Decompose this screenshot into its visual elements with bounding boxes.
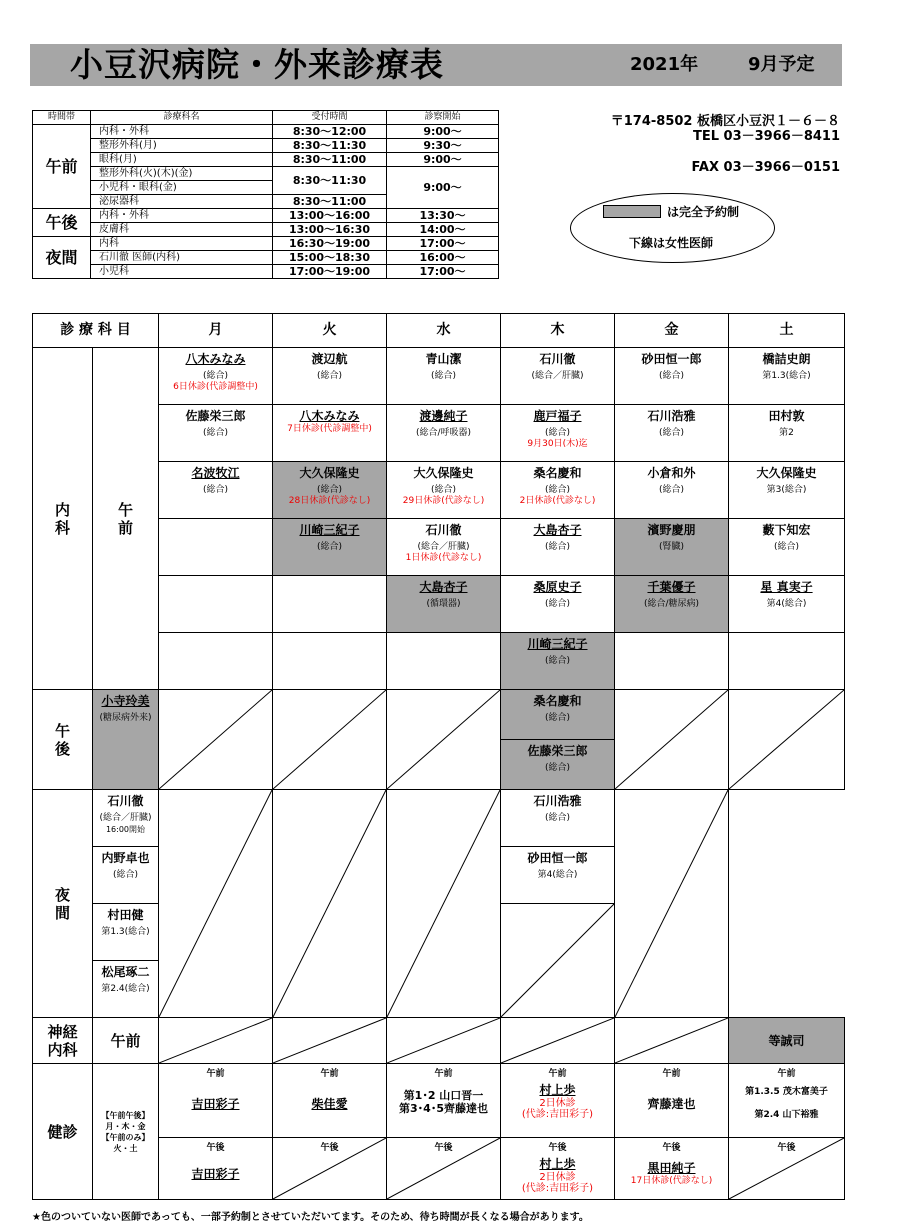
doctor-specialty: 第4(総合) — [537, 870, 578, 880]
doctor-specialty: (総合) — [544, 599, 571, 609]
year: 2021年 — [630, 54, 699, 75]
recv: 8:30～11:00 — [273, 153, 387, 167]
doctor-name: 田村敦 — [768, 409, 805, 423]
doctor-name: 村上歩 — [539, 1083, 576, 1097]
doctor-name: 濱野慶朋 — [647, 523, 696, 537]
doctor-name: 内野卓也 — [101, 851, 150, 865]
dept: 内科・外科 — [91, 125, 273, 139]
dept: 泌尿器科 — [91, 195, 273, 209]
empty-cell — [273, 690, 387, 790]
empty-cell — [387, 1018, 501, 1064]
recv: 17:00～19:00 — [273, 265, 387, 279]
doctor-specialty: (総合/呼吸器) — [415, 428, 472, 438]
dept: 石川徹 医師(内科) — [91, 251, 273, 265]
recv: 8:30～11:30 — [273, 139, 387, 153]
dept: 内科・外科 — [91, 209, 273, 223]
doctor-name: 黒田純子 — [647, 1161, 696, 1175]
doctor-name: 大久保隆史 — [413, 466, 474, 480]
note-red: (代診:吉田彩子) — [521, 1109, 594, 1120]
schedule-cell — [159, 519, 273, 576]
period-pm: 午後 — [33, 209, 91, 237]
doctor-specialty: (腎臓) — [658, 542, 685, 552]
start: 17:00～ — [387, 265, 499, 279]
pm-label: 午後 — [206, 1143, 225, 1153]
doctor-name: 藪下知宏 — [762, 523, 811, 537]
doctor-name: 千葉優子 — [647, 580, 696, 594]
shinkei-am-label: 午前 — [93, 1018, 159, 1064]
am-label: 午前 — [434, 1069, 453, 1079]
empty-cell — [615, 790, 729, 1018]
doctor-name: 橋詰史朗 — [762, 352, 811, 366]
doctor-name: 渡辺航 — [311, 352, 348, 366]
head-fri: 金 — [615, 314, 729, 348]
schedule-cell — [615, 633, 729, 690]
doctor-name: 渡邊純子 — [419, 409, 468, 423]
empty-cell — [159, 690, 273, 790]
dept: 整形外科(月) — [91, 139, 273, 153]
doctor-name: 石川徹 — [107, 794, 144, 808]
schedule-cell — [273, 576, 387, 633]
schedule-cell — [501, 740, 615, 790]
note-red: 6日休診(代診調整中) — [173, 382, 258, 392]
am-label: 午前 — [548, 1069, 567, 1079]
doctor-specialty: (総合) — [316, 371, 343, 381]
recv: 15:00～18:30 — [273, 251, 387, 265]
slash-line — [273, 1138, 386, 1199]
recv: 8:30～11:00 — [273, 195, 387, 209]
slash-line — [273, 1018, 386, 1063]
schedule-cell — [93, 961, 159, 1018]
doctor-name: 吉田彩子 — [191, 1167, 240, 1181]
doctor-name: 大島杏子 — [533, 523, 582, 537]
doctor-name: 川崎三紀子 — [299, 523, 360, 537]
doctor-name: 大久保隆史 — [756, 466, 817, 480]
schedule-cell — [501, 790, 615, 847]
note-red: 17日休診(代診なし) — [630, 1176, 713, 1186]
doctor-name: 石川徹 — [425, 523, 462, 537]
slash-line — [501, 904, 614, 1017]
empty-cell — [159, 1018, 273, 1064]
doctor-specialty: (総合) — [430, 371, 457, 381]
pm-cell — [387, 1138, 501, 1200]
schedule-cell — [501, 519, 615, 576]
doctor-specialty: 第1.3(総合) — [101, 927, 150, 937]
doctor-name: 石川徹 — [539, 352, 576, 366]
note-red: 1日休診(代診なし) — [405, 553, 482, 563]
schedule-cell — [159, 348, 273, 405]
schedule-cell — [501, 633, 615, 690]
doctor-name: 大島杏子 — [419, 580, 468, 594]
schedule-cell — [273, 405, 387, 462]
schedule-cell — [273, 462, 387, 519]
doctor-name: 齊藤達也 — [647, 1097, 696, 1111]
dept: 整形外科(火)(木)(金) — [91, 167, 273, 181]
dept: 小児科・眼科(金) — [91, 181, 273, 195]
start: 9:30～ — [387, 139, 499, 153]
schedule-cell — [273, 348, 387, 405]
head-sat: 土 — [729, 314, 845, 348]
schedule-cell — [93, 690, 159, 790]
empty-cell — [159, 790, 273, 1018]
shinkei-label: 神経 内科 — [33, 1018, 93, 1064]
schedule-cell — [729, 405, 845, 462]
slash-line — [387, 790, 500, 1017]
note-red: (代診:吉田彩子) — [521, 1183, 594, 1194]
schedule-cell — [93, 790, 159, 847]
doctor-specialty: (総合) — [544, 713, 571, 723]
recv: 13:00～16:30 — [273, 223, 387, 237]
am-label: 午前 — [320, 1069, 339, 1079]
doctor-specialty: 第4(総合) — [766, 599, 807, 609]
pm-label: 午後 — [320, 1143, 339, 1153]
schedule-cell — [729, 633, 845, 690]
doctor-specialty: (総合) — [112, 870, 139, 880]
doctor-name: 石川浩雅 — [647, 409, 696, 423]
schedule-cell — [615, 348, 729, 405]
schedule-cell — [615, 405, 729, 462]
doctor-specialty: (総合／肝臓) — [417, 542, 470, 552]
doctor-name: 砂田恒一郎 — [527, 851, 588, 865]
night-period-label: 夜 間 — [33, 790, 93, 1018]
start: 14:00～ — [387, 223, 499, 237]
start: 13:30～ — [387, 209, 499, 223]
recv: 8:30～12:00 — [273, 125, 387, 139]
doctor-name: 村田健 — [107, 908, 144, 922]
schedule-cell — [159, 633, 273, 690]
doctor-specialty: (総合) — [544, 485, 571, 495]
address-tel: TEL 03－3966－8411 — [692, 129, 840, 144]
period-am: 午前 — [33, 125, 91, 209]
head-tue: 火 — [273, 314, 387, 348]
schedule-cell — [615, 576, 729, 633]
recv: 16:30～19:00 — [273, 237, 387, 251]
empty-cell — [387, 690, 501, 790]
dept: 内科 — [91, 237, 273, 251]
doctor-name: 佐藤栄三郎 — [527, 744, 588, 758]
schedule-cell — [501, 405, 615, 462]
note-red: 2日休診 — [539, 1172, 576, 1183]
doctor-name: 川崎三紀子 — [527, 637, 588, 651]
doctor-specialty: (総合) — [316, 542, 343, 552]
schedule-cell — [615, 462, 729, 519]
month: 9月予定 — [748, 54, 815, 75]
doctor-specialty: (総合) — [430, 485, 457, 495]
doctor-extra: 16:00開始 — [105, 825, 146, 834]
kenshin-label: 健診 — [33, 1064, 93, 1200]
start: 9:00～ — [387, 125, 499, 139]
schedule-cell — [387, 576, 501, 633]
recv: 8:30～11:30 — [273, 167, 387, 195]
schedule-cell — [273, 519, 387, 576]
schedule-cell — [501, 576, 615, 633]
schedule-cell — [159, 405, 273, 462]
schedule-cell — [729, 519, 845, 576]
legend-swatch — [603, 205, 661, 218]
slash-line — [729, 690, 844, 789]
doctor-specialty: 第3(総合) — [766, 485, 807, 495]
doctor-name: 砂田恒一郎 — [641, 352, 702, 366]
schedule-cell — [729, 576, 845, 633]
shinkei-sat: 等誠司 — [729, 1018, 845, 1064]
pm-cell — [729, 1138, 845, 1200]
th: 診療科名 — [91, 111, 273, 125]
empty-cell — [615, 1018, 729, 1064]
pm-cell — [273, 1138, 387, 1200]
doctor-name: 鹿戸福子 — [533, 409, 582, 423]
doctor-name: 石川浩雅 — [533, 794, 582, 808]
doctor-specialty: (総合) — [544, 763, 571, 773]
note-red: 29日休診(代診なし) — [402, 496, 485, 506]
note-red: 9月30日(木)迄 — [527, 439, 588, 449]
empty-cell — [501, 904, 615, 1018]
doctor-specialty: (総合) — [316, 485, 343, 495]
slash-line — [615, 690, 728, 789]
page-title: 小豆沢病院・外来診療表 — [70, 45, 444, 84]
note-red: 28日休診(代診なし) — [288, 496, 371, 506]
schedule-cell — [159, 462, 273, 519]
doctor-specialty: (総合) — [773, 542, 800, 552]
slash-line — [159, 690, 272, 789]
title-banner — [30, 44, 842, 86]
head-mon: 月 — [159, 314, 273, 348]
schedule-cell — [729, 462, 845, 519]
legend-female: 下線は女性医師 — [629, 236, 714, 250]
schedule-cell — [387, 519, 501, 576]
dept: 眼科(月) — [91, 153, 273, 167]
empty-cell — [615, 690, 729, 790]
slash-line — [387, 690, 500, 789]
start: 17:00～ — [387, 237, 499, 251]
doctor-name: 柴佳愛 — [311, 1097, 348, 1111]
doctor-name: 桑名慶和 — [533, 466, 582, 480]
head-wed: 水 — [387, 314, 501, 348]
pm-label: 午後 — [777, 1143, 796, 1153]
empty-cell — [273, 1018, 387, 1064]
pm-period-label: 午 後 — [33, 690, 93, 790]
note-red: 7日休診(代診調整中) — [287, 424, 372, 434]
doctor-specialty: (総合) — [544, 656, 571, 666]
address-fax: FAX 03－3966－0151 — [691, 160, 840, 175]
start: 9:00～ — [387, 153, 499, 167]
dept: 小児科 — [91, 265, 273, 279]
doctor-specialty: (糖尿病外来) — [99, 713, 152, 723]
am-label: 午前 — [662, 1069, 681, 1079]
start: 9:00～ — [387, 167, 499, 209]
am-label: 午前 — [206, 1069, 225, 1079]
doctor-specialty: (総合) — [658, 371, 685, 381]
address-postal: 〒174-8502 板橋区小豆沢１－６－８ — [610, 114, 840, 129]
slash-line — [273, 690, 386, 789]
doctor-name: 大久保隆史 — [299, 466, 360, 480]
note-red: 2日休診 — [539, 1098, 576, 1109]
slash-line — [273, 790, 386, 1017]
schedule-cell — [501, 348, 615, 405]
slash-line — [615, 1018, 728, 1063]
slash-line — [729, 1138, 844, 1199]
th: 診察開始 — [387, 111, 499, 125]
schedule-cell — [387, 462, 501, 519]
schedule-cell — [93, 904, 159, 961]
schedule-table — [32, 313, 845, 1200]
head-dept: 診 療 科 目 — [33, 314, 159, 348]
doctor-specialty: (循環器) — [426, 599, 461, 609]
doctor-name: 松尾琢二 — [101, 965, 150, 979]
doctor-specialty: (総合/糖尿病) — [643, 599, 700, 609]
empty-cell — [501, 1018, 615, 1064]
naika-label: 内 科 — [33, 348, 93, 690]
doctor-specialty: 第2.4(総合) — [101, 984, 150, 994]
slash-line — [159, 1018, 272, 1063]
doctor-name: 第1.3.5 茂木富美子 第2.4 山下裕雅 — [745, 1087, 828, 1120]
slash-line — [615, 790, 728, 1017]
schedule-cell — [93, 847, 159, 904]
doctor-name: 青山潔 — [425, 352, 462, 366]
doctor-specialty: (総合) — [202, 428, 229, 438]
doctor-name: 桑原史子 — [533, 580, 582, 594]
schedule-cell — [501, 847, 615, 904]
slash-line — [501, 1018, 614, 1063]
doctor-specialty: (総合) — [202, 485, 229, 495]
schedule-cell — [387, 405, 501, 462]
doctor-specialty: (総合／肝臓) — [531, 371, 584, 381]
doctor-name: 村上歩 — [539, 1157, 576, 1171]
head-thu: 木 — [501, 314, 615, 348]
recv: 13:00～16:00 — [273, 209, 387, 223]
schedule-cell — [387, 348, 501, 405]
note-red: 2日休診(代診なし) — [519, 496, 596, 506]
schedule-cell — [501, 690, 615, 740]
am-label: 午前 — [777, 1069, 796, 1079]
doctor-name: 小寺玲美 — [101, 694, 150, 708]
empty-cell — [387, 790, 501, 1018]
th: 受付時間 — [273, 111, 387, 125]
kenshin-note: 【午前午後】 月・木・金 【午前のみ】 火・土 — [93, 1064, 159, 1200]
schedule-cell — [729, 348, 845, 405]
schedule-cell — [387, 633, 501, 690]
doctor-specialty: 第2 — [779, 428, 794, 438]
doctor-name: 吉田彩子 — [191, 1097, 240, 1111]
doctor-specialty: (総合／肝臓) — [99, 813, 152, 823]
empty-cell — [729, 690, 845, 790]
pm-label: 午後 — [548, 1143, 567, 1153]
schedule-cell — [159, 576, 273, 633]
am-period-label: 午 前 — [93, 348, 159, 690]
legend — [570, 193, 775, 263]
pm-label: 午後 — [434, 1143, 453, 1153]
slash-line — [387, 1138, 500, 1199]
doctor-specialty: (総合) — [202, 371, 229, 381]
doctor-name: 第1･2 山口晋一 第3･4･5齊藤達也 — [399, 1089, 488, 1115]
doctor-name: 星 真実子 — [760, 580, 813, 594]
pm-label: 午後 — [662, 1143, 681, 1153]
footer-note: ★色のついていない医師であっても、一部予約制とさせていただいてます。そのため、待ち時間が長くなる場合があります。 — [32, 1212, 589, 1223]
doctor-specialty: (総合) — [544, 428, 571, 438]
th: 時間帯 — [33, 111, 91, 125]
doctor-specialty: (総合) — [544, 542, 571, 552]
doctor-name: 八木みなみ — [185, 352, 246, 366]
schedule-cell — [501, 462, 615, 519]
doctor-name: 佐藤栄三郎 — [185, 409, 246, 423]
doctor-name: 桑名慶和 — [533, 694, 582, 708]
slash-line — [159, 790, 272, 1017]
empty-cell — [273, 790, 387, 1018]
doctor-specialty: 第1.3(総合) — [762, 371, 811, 381]
hours-table — [32, 110, 499, 279]
period-night: 夜間 — [33, 237, 91, 279]
start: 16:00～ — [387, 251, 499, 265]
schedule-cell — [273, 633, 387, 690]
slash-line — [387, 1018, 500, 1063]
doctor-specialty: (総合) — [658, 428, 685, 438]
doctor-name: 名波牧江 — [191, 466, 240, 480]
dept: 皮膚科 — [91, 223, 273, 237]
schedule-cell — [615, 519, 729, 576]
doctor-specialty: (総合) — [658, 485, 685, 495]
doctor-name: 八木みなみ — [299, 409, 360, 423]
doctor-name: 小倉和外 — [647, 466, 696, 480]
legend-reserve: は完全予約制 — [667, 205, 740, 219]
doctor-specialty: (総合) — [544, 813, 571, 823]
